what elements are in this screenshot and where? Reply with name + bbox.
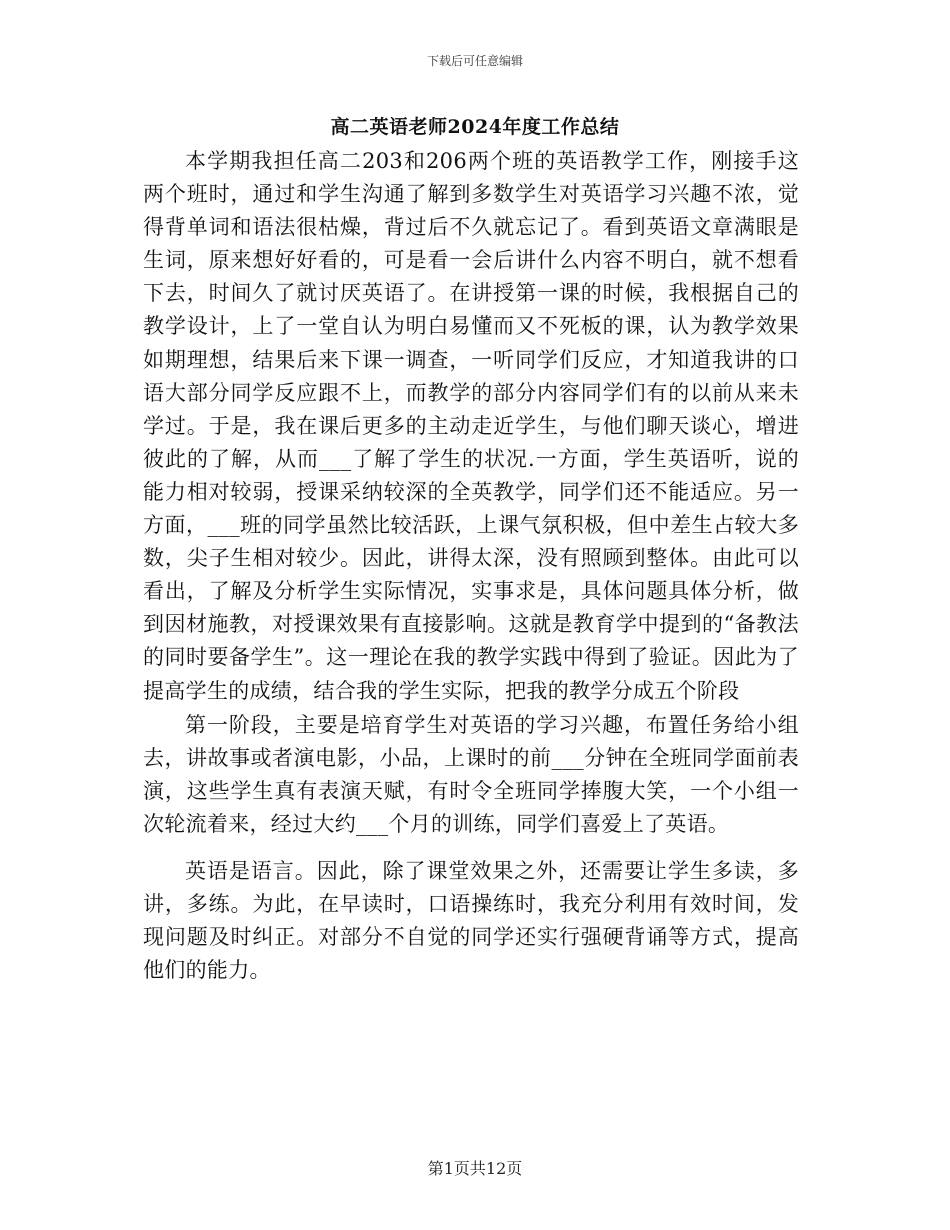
paragraph-language-practice: 英语是语言。因此，除了课堂效果之外，还需要让学生多读，多讲，多练。为此，在早读时，口语操练时，我充分利用有效时间，发现问题及时纠正。对部分不自觉的同学还实行强硬背诵等方式，提高他们的能力。 xyxy=(143,858,799,983)
paragraph-intro: 本学期我担任高二203和206两个班的英语教学工作，刚接手这两个班时，通过和学生沟通了解到多数学生对英语学习兴趣不浓，觉得背单词和语法很枯燥，背过后不久就忘记了。看到英语文章满眼是生词，原来想好好看的，可是看一会后讲什么内容不明白，就不想看下去，时间久了就讨厌英语了。在讲授第一课的时候，我根据自己的教学设计，上了一堂自认为明白易懂而又不死板的课，认为教学效果如期理想，结果后来下课一调查，一听同学们反应，才知道我讲的口语大部分同学反应跟不上，而教学的部分内容同学们有的以前从来未学过。于是，我在课后更多的主动走近学生，与他们聊天谈心，增进彼此的了解，从而___了解了学生的状况.一方面，学生英语听，说的能力相对较弱，授课采纳较深的全英教学，同学们还不能适应。另一方面，___班的同学虽然比较活跃，上课气氛积极，但中差生占较大多数，尖子生相对较少。因此，讲得太深，没有照顾到整体。由此可以看出，了解及分析学生实际情况，实事求是，具体问题具体分析，做到因材施教，对授课效果有直接影响。这就是教育学中提到的“备教法的同时要备学生”。这一理论在我的教学实践中得到了验证。因此为了提高学生的成绩，结合我的学生实际，把我的教学分成五个阶段 xyxy=(143,149,799,703)
document-title: 高二英语老师2024年度工作总结 xyxy=(330,116,620,138)
page-header-note: 下载后可任意编辑 xyxy=(426,54,523,68)
paragraph-stage-one: 第一阶段，主要是培育学生对英语的学习兴趣，布置任务给小组去，讲故事或者演电影，小品，上课时的前___分钟在全班同学面前表演，这些学生真有表演天赋，有时令全班同学捧腹大笑，一个小组一次轮流着来，经过大约___个月的训练，同学们喜爱上了英语。 xyxy=(143,712,799,836)
page-footer-number: 第1页共12页 xyxy=(427,1159,523,1178)
document-body xyxy=(143,145,799,987)
